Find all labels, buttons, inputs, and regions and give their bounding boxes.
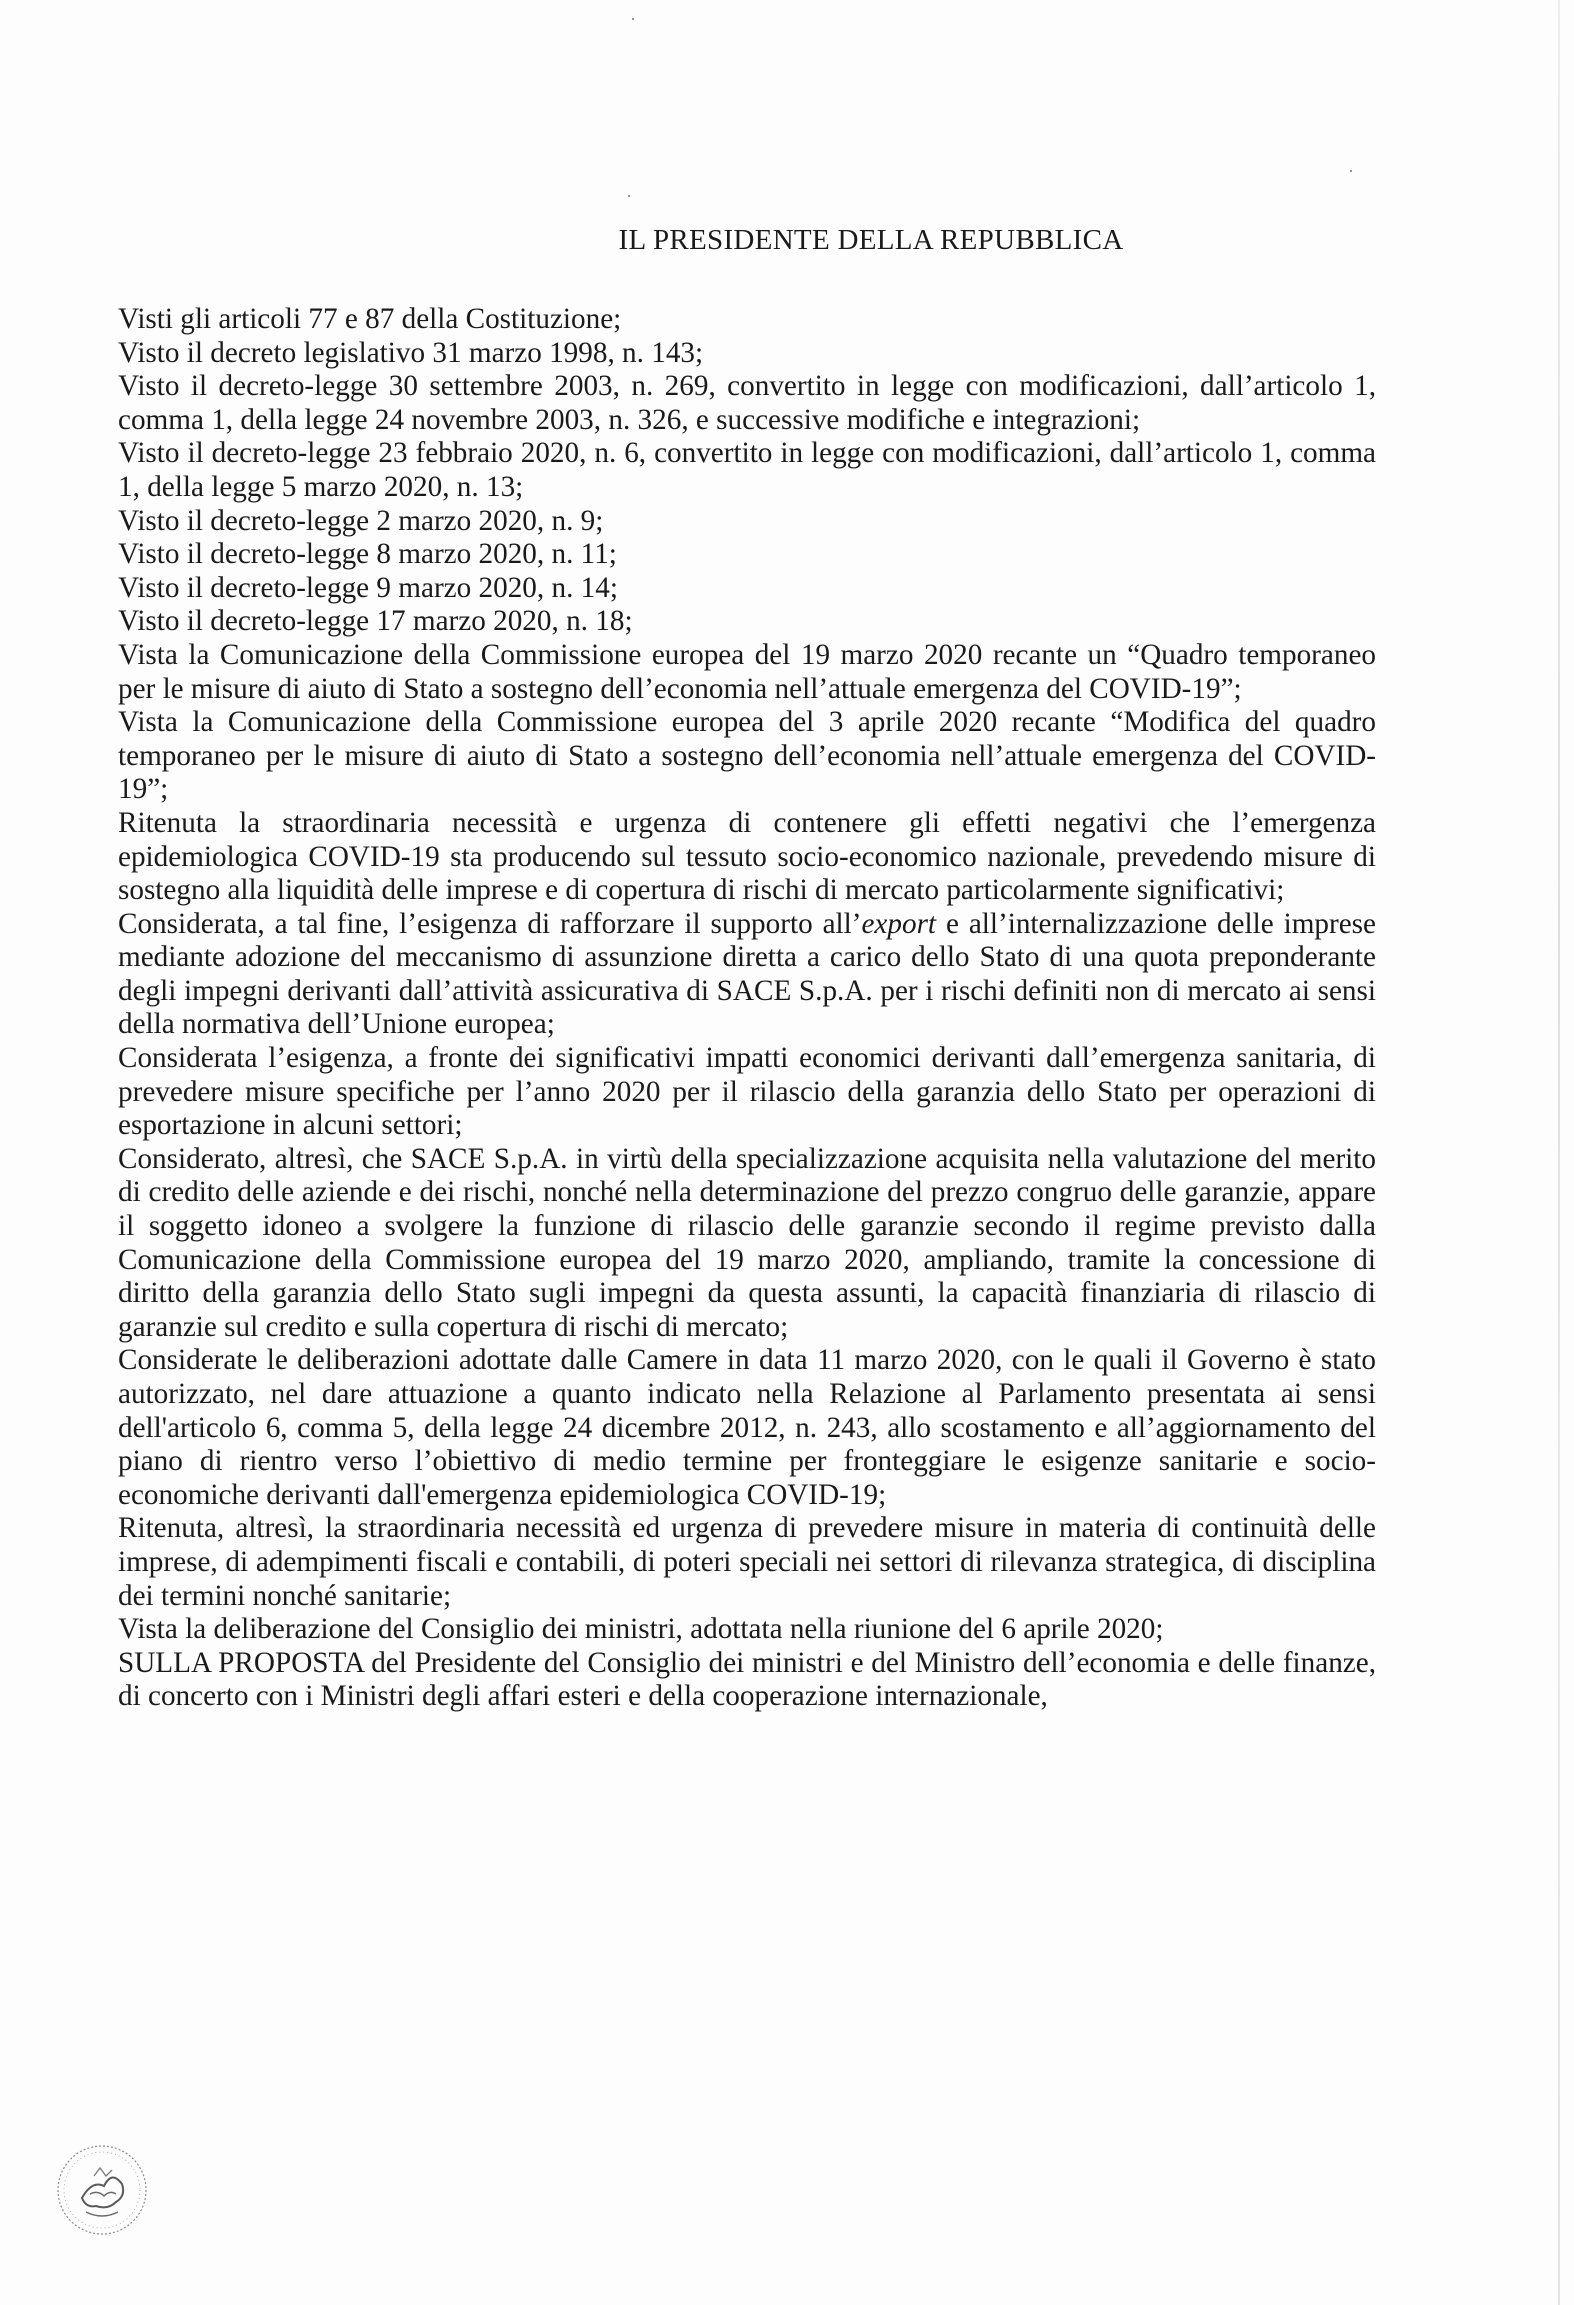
paragraph: Considerato, altresì, che SACE S.p.A. in virtù della specializzazione acquisita nella valutazione del merito di credito delle aziende e dei rischi, nonché nella determinazione del prezzo congruo delle garanzie, appare il soggetto idoneo a svolgere la funzione di rilascio delle garanzie secondo il regime previsto dalla Comunicazione della Commissione europea del 19 marzo 2020, ampliando, tramite la concessione di diritto della garanzia dello Stato sugli impegni da questa assunti, la capacità finanziaria di rilascio di garanzie sul credito e sulla copertura di rischi di mercato; [118,1142,1376,1343]
paragraph [118,908,1376,1042]
paragraph: Vista la Comunicazione della Commissione europea del 19 marzo 2020 recante un “Quadro temporaneo per le misure di aiuto di Stato a sostegno dell’economia nell’attuale emergenza del COVID-19”; [118,638,1376,705]
paragraph: Visto il decreto-legge 9 marzo 2020, n. 14; [118,571,618,604]
scan-speck [628,195,630,197]
paragraph: Considerate le deliberazioni adottate dalle Camere in data 11 marzo 2020, con le quali il Governo è stato autorizzato, nel dare attuazione a quanto indicato nella Relazione al Parlamento presentata ai sensi dell'articolo 6, comma 5, della legge 24 dicembre 2012, n. 243, allo scostamento e all’aggiornamento del piano di rientro verso l’obiettivo di medio termine per fronteggiare le esigenze sanitarie e socio-economiche derivanti dall'emergenza epidemiologica COVID-19; [118,1344,1376,1511]
paragraph: SULLA PROPOSTA del Presidente del Consiglio dei ministri e del Ministro dell’economia e delle finanze, di concerto con i Ministri degli affari esteri e della cooperazione internazionale, [118,1646,1376,1713]
stamp-seal-icon [52,2140,152,2240]
paragraph: Vista la deliberazione del Consiglio dei ministri, adottata nella riunione del 6 aprile 2020; [118,1613,1164,1646]
paragraph: Ritenuta la straordinaria necessità e urgenza di contenere gli effetti negativi che l’emergenza epidemiologica COVID-19 sta producendo sul tessuto socio-economico nazionale, prevedendo misure di sostegno alla liquidità delle imprese e di copertura di rischi di mercato particolarmente significativi; [118,806,1376,907]
paragraph: Vista la Comunicazione della Commissione europea del 3 aprile 2020 recante “Modifica del quadro temporaneo per le misure di aiuto di Stato a sostegno dell’economia nell’attuale emergenza del COVID-19”; [118,706,1376,806]
document-body [118,303,1376,1714]
paragraph: Considerata l’esigenza, a fronte dei significativi impatti economici derivanti dall’emergenza sanitaria, di prevedere misure specifiche per l’anno 2020 per il rilascio della garanzia dello Stato per operazioni di esportazione in alcuni settori; [118,1042,1376,1142]
document-heading [0,226,1574,255]
paragraph: Visto il decreto-legge 17 marzo 2020, n. 18; [118,605,633,638]
scan-speck [1350,170,1352,172]
heading-text: IL PRESIDENTE DELLA REPUBBLICA [618,224,1124,256]
paragraph: Visto il decreto-legge 30 settembre 2003, n. 269, convertito in legge con modificazioni, dall’articolo 1, comma 1, della legge 24 novembre 2003, n. 326, e successive modifiche e integrazioni; [118,370,1376,436]
italic-term: export [861,907,937,940]
scan-edge-shadow [1558,0,1560,2305]
paragraph: Visto il decreto-legge 23 febbraio 2020, n. 6, convertito in legge con modificazioni, dall’articolo 1, comma 1, della legge 5 marzo 2020, n. 13; [118,437,1376,503]
paragraph: Visti gli articoli 77 e 87 della Costituzione; [118,303,622,335]
paragraph: Visto il decreto-legge 2 marzo 2020, n. 9; [118,504,604,537]
scan-speck [632,18,634,20]
paragraph: Visto il decreto-legge 8 marzo 2020, n. 11; [118,538,617,571]
paragraph-text: Considerata, a tal fine, l’esigenza di rafforzare il supporto all’ [118,907,862,940]
paragraph-text: e all’internalizzazione delle imprese mediante adozione del meccanismo di assunzione diretta a carico dello Stato di una quota preponderante degli impegni derivanti dall’attività assicurativa di SACE S.p.A. per i rischi definiti non di mercato ai sensi della normativa dell’Unione europea; [118,907,1376,1041]
paragraph: Ritenuta, altresì, la straordinaria necessità ed urgenza di prevedere misure in materia di continuità delle imprese, di adempimenti fiscali e contabili, di poteri speciali nei settori di rilevanza strategica, di disciplina dei termini nonché sanitarie; [118,1512,1376,1612]
paragraph: Visto il decreto legislativo 31 marzo 1998, n. 143; [118,336,704,369]
